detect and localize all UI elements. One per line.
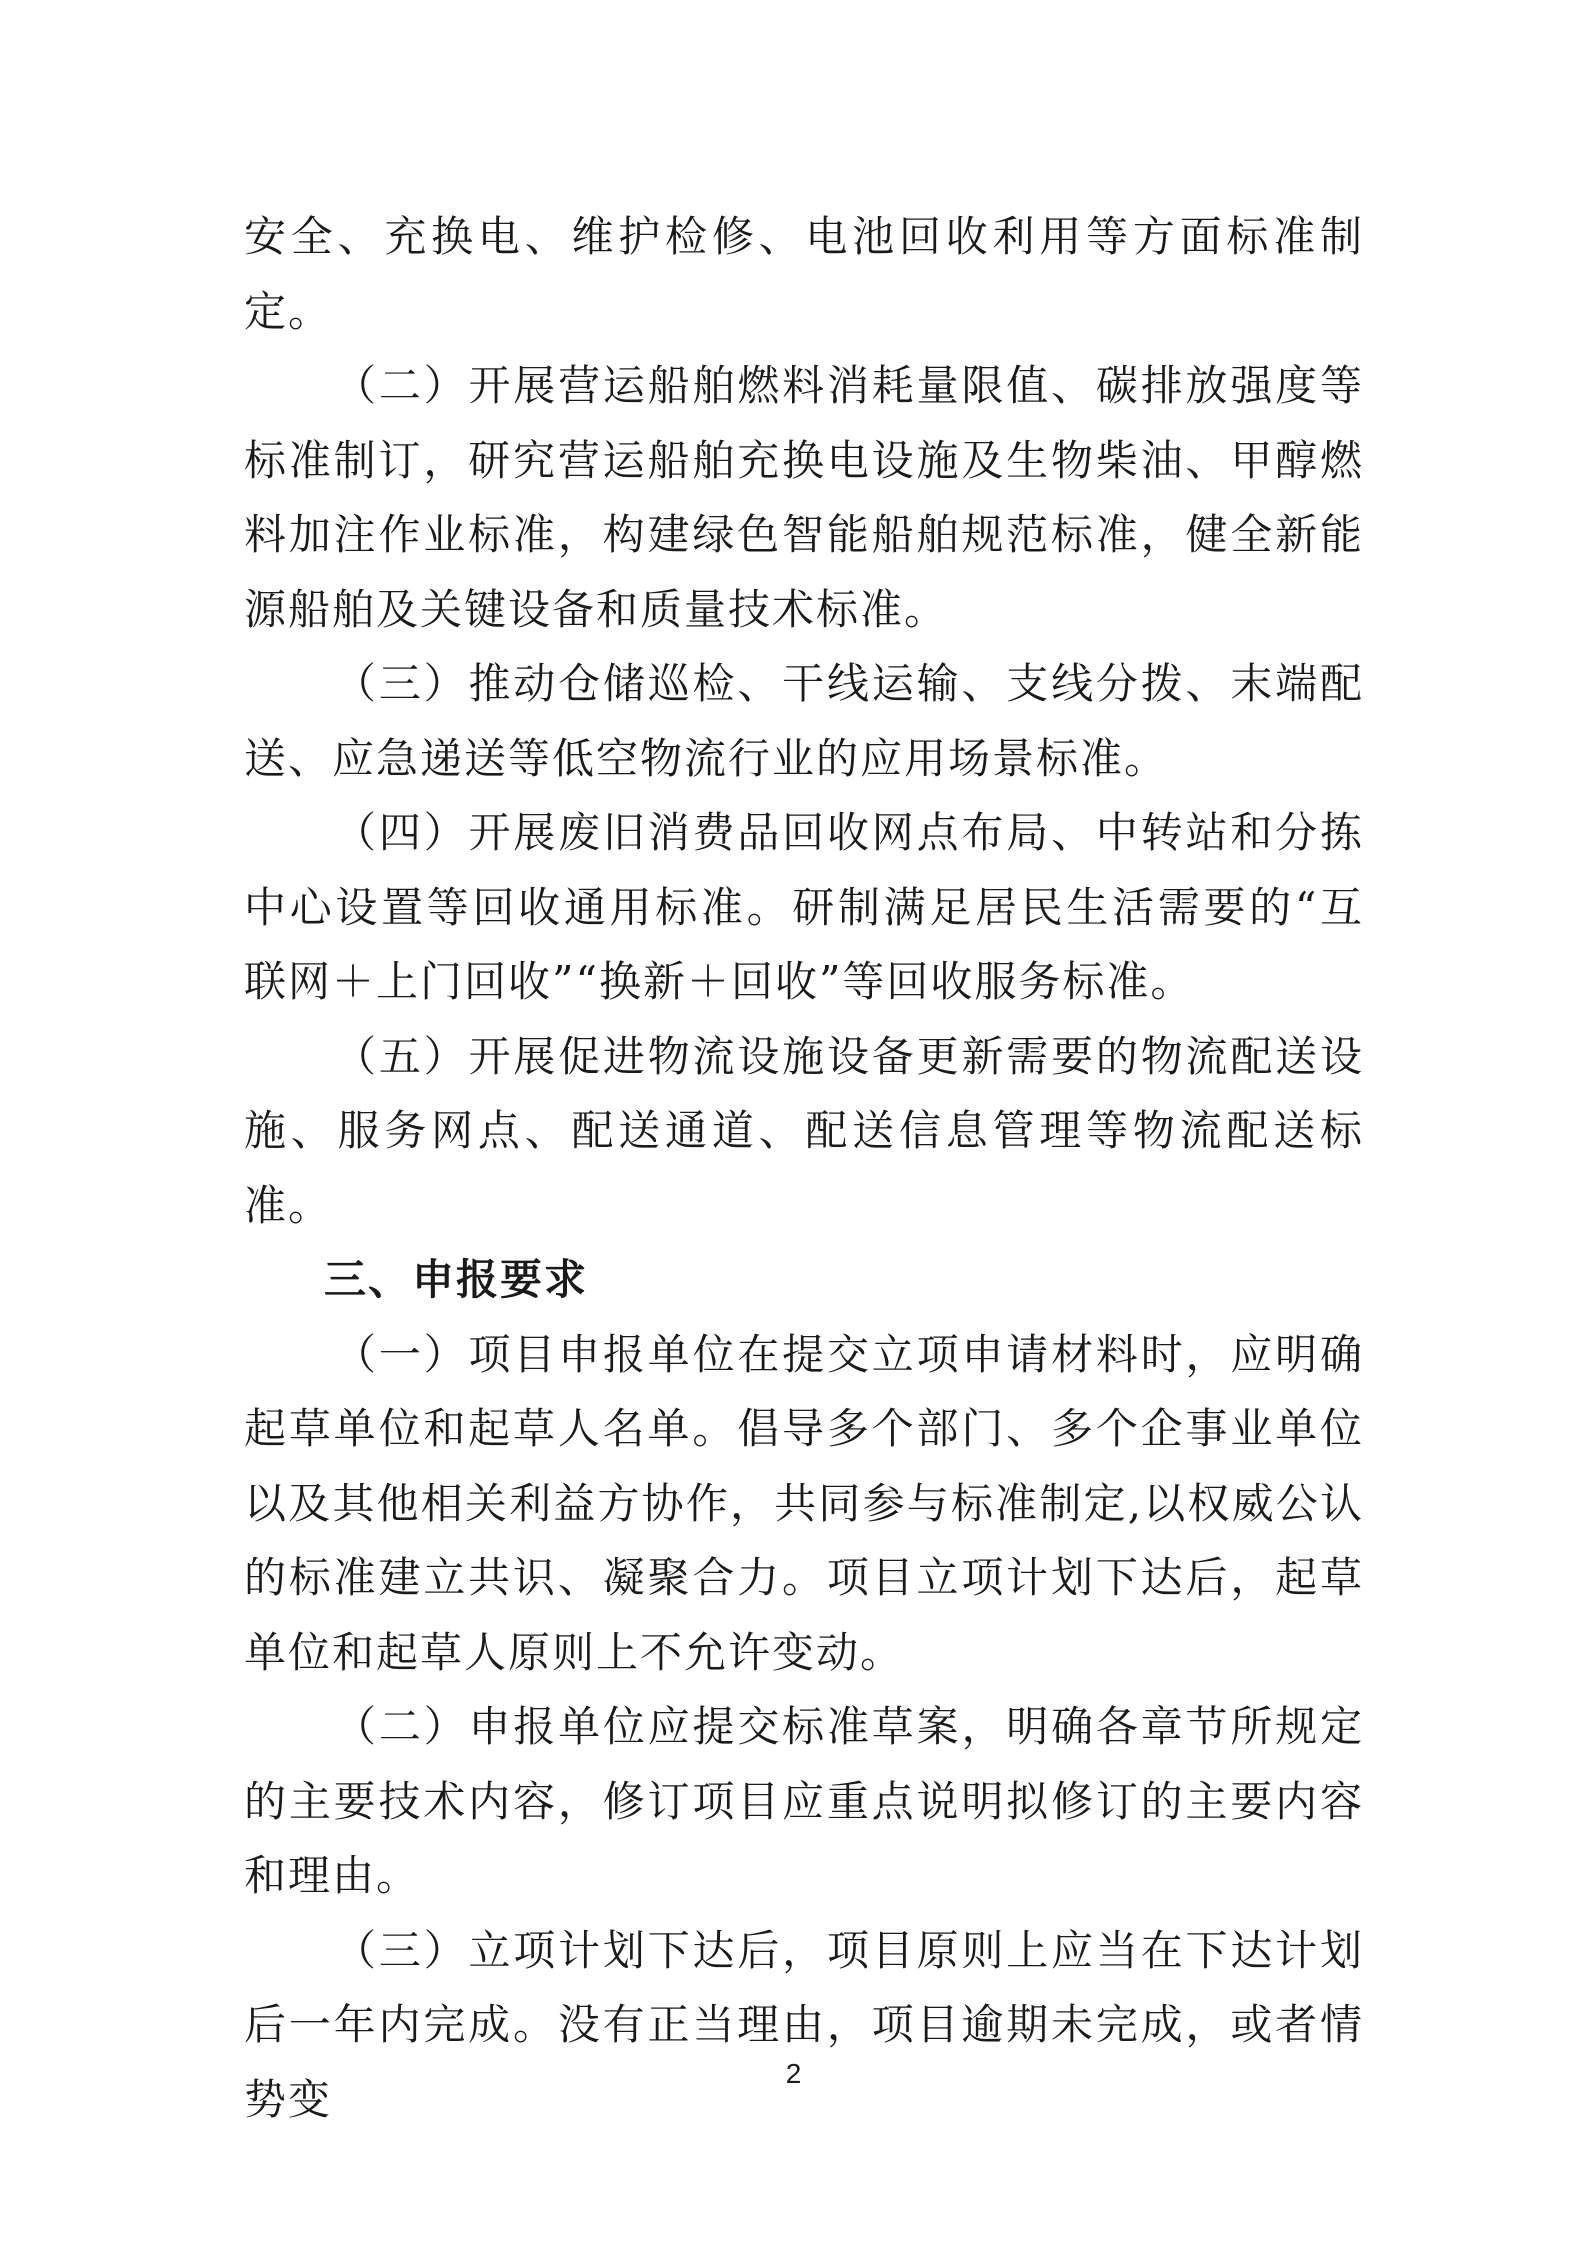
- paragraph-continuation: 安全、充换电、维护检修、电池回收利用等方面标准制定。: [244, 212, 1364, 336]
- paragraph-requirement-1: （一）项目申报单位在提交立项申请材料时，应明确起草单位和起草人名单。倡导多个部门、多个企事业单位以及其他相关利益方协作，共同参与标准制定,以权威公认的标准建立共识、凝聚合力。项目立项计划下达后，起草单位和起草人原则上不允许变动。: [244, 1329, 1364, 1677]
- paragraph-requirement-2: （二）申报单位应提交标准草案，明确各章节所规定的主要技术内容，修订项目应重点说明拟修订的主要内容和理由。: [244, 1702, 1364, 1900]
- paragraph-item-4: （四）开展废旧消费品回收网点布局、中转站和分拣中心设置等回收通用标准。研制满足居民生活需要的“互联网＋上门回收”“换新＋回收”等回收服务标准。: [244, 808, 1364, 1006]
- paragraph-item-2: （二）开展营运船舶燃料消耗量限值、碳排放强度等标准制订，研究营运船舶充换电设施及生物柴油、甲醇燃料加注作业标准，构建绿色智能船舶规范标准，健全新能源船舶及关键设备和质量技术标准。: [244, 361, 1364, 634]
- paragraph-requirement-3: （三）立项计划下达后，项目原则上应当在下达计划后一年内完成。没有正当理由，项目逾期未完成，或者情势变: [244, 1925, 1364, 2124]
- page-number: 2: [785, 2058, 802, 2089]
- document-body: [244, 200, 1364, 2137]
- paragraph-item-3: （三）推动仓储巡检、干线运输、支线分拨、末端配送、应急递送等低空物流行业的应用场景标准。: [244, 659, 1364, 783]
- section-heading: 三、申报要求: [324, 1255, 589, 1304]
- paragraph-item-5: （五）开展促进物流设施设备更新需要的物流配送设施、服务网点、配送通道、配送信息管理等物流配送标准。: [244, 1031, 1364, 1230]
